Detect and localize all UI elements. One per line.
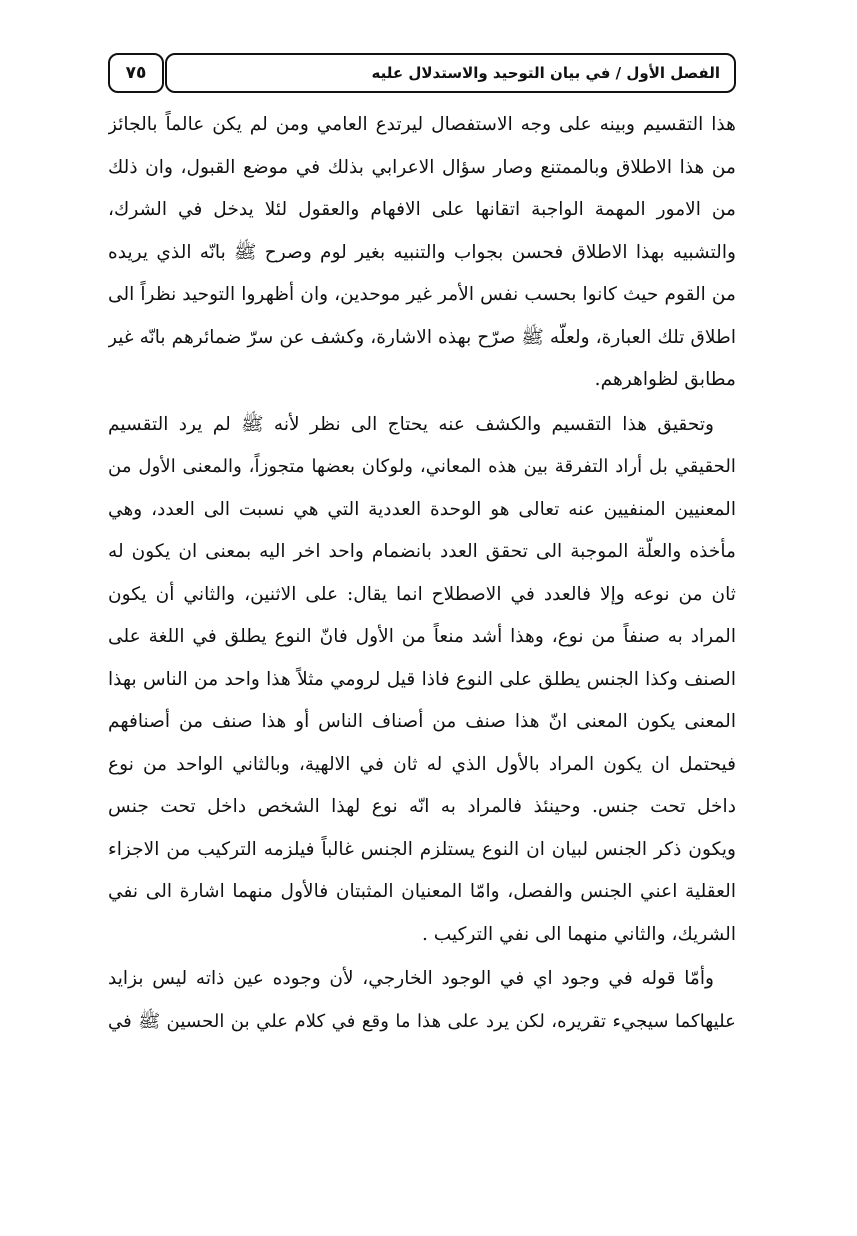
text-line: مأخذه والعلّة الموجبة الى تحقق العدد بانضمام واحد اخر اليه بمعنى ان يكون له (108, 541, 736, 562)
text-line: فيحتمل ان يكون المراد بالأول الذي له ثان في الالهية، وبالثاني الواحد من نوع (108, 753, 736, 775)
text-line: ويكون ذكر الجنس لبيان ان النوع يستلزم الجنس غالباً فيلزمه التركيب من الاجزاء (108, 838, 736, 860)
text-line: ثان من نوعه وإلا فالعدد في الاصطلاح انما يقال: على الاثنين، والثاني أن يكون (108, 583, 736, 605)
body-text (108, 104, 736, 1043)
page-number: ٧٥ (125, 63, 147, 83)
text-line: وتحقيق هذا التقسيم والكشف عنه يحتاج الى نظر لأنه ﷺ لم يرد التقسيم (108, 413, 714, 435)
running-header (165, 53, 736, 93)
text-line: هذا التقسيم وبينه على وجه الاستفصال ليرتدع العامي ومن لم يكن عالماً بالجائز (108, 114, 736, 135)
text-line: من الامور المهمة الواجبة اتقانها على الافهام والعقول لئلا يدخل في الشرك، (108, 199, 736, 220)
text-line: اطلاق تلك العبارة، ولعلّه ﷺ صرّح بهذه الاشارة، وكشف عن سرّ ضمائرهم بانّه غير (108, 326, 736, 348)
text-line: الشريك، والثاني منهما الى نفي التركيب . (421, 923, 736, 945)
text-line: مطابق لظواهرهم. (594, 369, 736, 390)
text-line: الصنف وكذا الجنس يطلق على النوع فاذا قيل لرومي مثلاً هذا واحد من الناس بهذا (108, 668, 736, 690)
text-line: المعنى يكون المعنى انّ هذا صنف من أصناف الناس أو هذا صنف من أصنافهم (108, 711, 736, 732)
text-line: والتشبيه بهذا الاطلاق فحسن بجواب والتنبيه بغير لوم وصرح ﷺ بانّه الذي يريده (108, 241, 736, 263)
text-line: العقلية اعني الجنس والفصل، وامّا المعنيان المثبتان فالأول منهما اشارة الى نفي (108, 881, 736, 902)
page-number-box (108, 53, 164, 93)
text-line: المراد به صنفاً من نوع، وهذا أشد منعاً من الأول فانّ النوع يطلق في اللغة على (108, 626, 736, 647)
text-line: الحقيقي بل أراد التفرقة بين هذه المعاني، ولوكان بعضها متجوزاً، والمعنى الأول من (108, 456, 736, 477)
text-line: داخل تحت جنس. وحينئذ فالمراد به انّه نوع لهذا الشخص داخل تحت جنس (108, 796, 736, 817)
text-line: من القوم حيث كانوا بحسب نفس الأمر غير موحدين، وان أظهروا التوحيد نظراً الى (108, 284, 736, 305)
text-line: من هذا الاطلاق وبالممتنع وصار سؤال الاعرابي بذلك في موضع القبول، وان ذلك (108, 156, 736, 178)
text-line: المعنيين المنفيين عنه تعالى هو الوحدة العددية التي هي نسبت الى العدد، وهي (108, 498, 736, 520)
text-line: وأمّا قوله في وجود اي في الوجود الخارجي، لأن وجوده عين ذاته ليس بزايد (108, 968, 714, 989)
text-line: عليهاكما سيجيء تقريره، لكن يرد على هذا ما وقع في كلام علي بن الحسين ﷺ في (108, 1010, 736, 1032)
chapter-title: الفصل الأول / في بيان التوحيد والاستدلال عليه (371, 64, 720, 82)
